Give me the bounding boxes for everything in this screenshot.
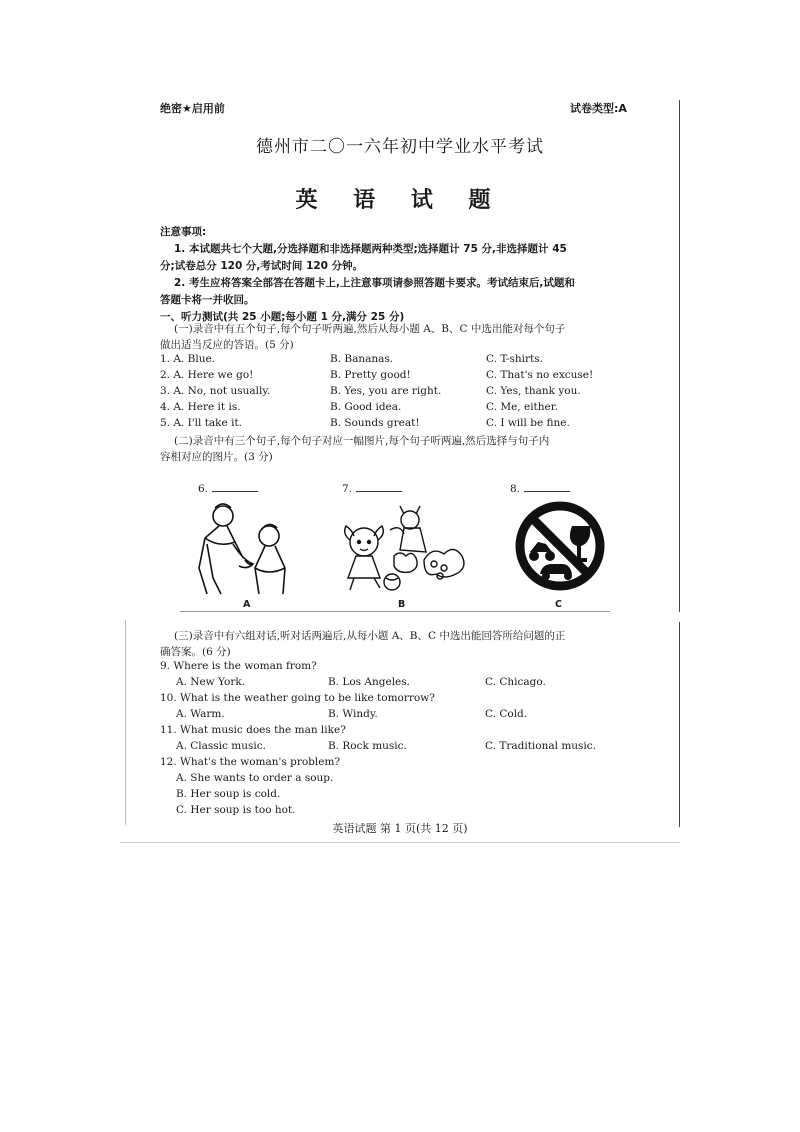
picture-8-number: 8. [510,482,570,495]
option-a: 4. A. Here it is. [160,401,241,413]
question-row [160,401,640,417]
option-a: 3. A. No, not usually. [160,385,271,397]
picture-label-a: A [243,599,251,610]
question-row [160,369,640,385]
instruction-line: (一)录音中有五个句子,每个句子听两遍,然后从每小题 A、B、C 中选出能对每个句子 [174,323,566,335]
question-row [160,417,640,433]
option-c: C. Cold. [485,708,528,720]
option-c: C. I will be fine. [486,417,570,429]
question-row [160,708,640,724]
option-a: 1. A. Blue. [160,353,216,365]
question-row [160,676,640,692]
option-a: A. Classic music. [176,740,266,752]
picture-label-b: B [398,599,406,610]
question-text: 10. What is the weather going to be like tomorrow? [160,692,435,704]
picture-6-number: 6. [198,482,258,495]
picture-divider [180,611,610,612]
option-c: C. Chicago. [485,676,546,688]
paper-type-label: 试卷类型:A [570,102,627,115]
option-b: B. Rock music. [328,740,407,752]
option-b: B. Los Angeles. [328,676,410,688]
option-c: C. Yes, thank you. [486,385,581,397]
right-margin-line-lower [679,622,680,827]
notes-line: 2. 考生应将答案全部答在答题卡上,上注意事项请参照答题卡要求。考试结束后,试题和 [174,277,575,289]
option-b: B. Bananas. [330,353,394,365]
notes-block [160,224,640,326]
question-text: 9. Where is the woman from? [160,660,317,672]
picture-7-number: 7. [342,482,402,495]
question-row [160,353,640,369]
confidential-label: 绝密★启用前 [160,102,225,115]
option-c: C. T-shirts. [486,353,544,365]
option-b: B. Sounds great! [330,417,420,429]
option-c: C. Traditional music. [485,740,596,752]
question-text: 12. What's the woman's problem? [160,756,341,768]
instruction-line: (三)录音中有六组对话,听对话两遍后,从每小题 A、B、C 中选出能回答所给问题的正 [174,630,566,642]
notes-heading: 注意事项: [160,226,207,238]
option-b: B. Good idea. [330,401,402,413]
notes-line: 分;试卷总分 120 分,考试时间 120 分钟。 [160,260,364,272]
no-drink-driving-sign-icon [512,498,608,594]
question-row [160,740,640,756]
option-a: 2. A. Here we go! [160,369,254,381]
question-text: 11. What music does the man like? [160,724,346,736]
question-list-1-5 [160,353,640,433]
notes-line: 答题卡将一并收回。 [160,294,255,306]
part3-instructions [160,628,640,660]
instruction-line: 做出适当反应的答语。(5 分) [160,339,294,351]
subject-title: 英 语 试 题 [295,188,505,213]
question-row [160,385,640,401]
instruction-line: 确答案。(6 分) [160,646,231,658]
right-margin-line [679,100,680,612]
question-list-9-11 [160,660,640,820]
option-b: B. Windy. [328,708,378,720]
page-footer: 英语试题 第 1 页(共 12 页) [332,822,468,835]
option-a: A. New York. [176,676,246,688]
left-margin-line [125,620,126,825]
answer-blank [212,482,258,492]
answer-blank [524,482,570,492]
doctor-patient-picture [185,498,305,598]
instruction-line: 容相对应的图片。(3 分) [160,451,273,463]
option-b: B. Pretty good! [330,369,411,381]
part2-instructions [160,433,640,465]
option-a: A. She wants to order a soup. [176,772,334,784]
answer-blank [356,482,402,492]
option-c: C. Her soup is too hot. [176,804,296,816]
part1-instructions [160,321,640,353]
bottom-rule [120,842,680,843]
instruction-line: (二)录音中有三个句子,每个句子对应一幅图片,每个句子听两遍,然后选择与句子内 [174,435,550,447]
notes-line: 1. 本试题共七个大题,分选择题和非选择题两种类型;选择题计 75 分,非选择题计 45 [174,243,567,255]
picture-label-c: C [555,599,562,610]
option-a: 5. A. I'll take it. [160,417,243,429]
exam-title: 德州市二〇一六年初中学业水平考试 [256,137,544,157]
option-b: B. Yes, you are right. [330,385,442,397]
option-c: C. Me, either. [486,401,558,413]
option-b: B. Her soup is cold. [176,788,281,800]
children-playing-picture [330,500,470,596]
section-heading: 一、听力测试(共 25 小题;每小题 1 分,满分 25 分) [160,311,405,323]
option-c: C. That's no excuse! [486,369,594,381]
option-a: A. Warm. [176,708,225,720]
